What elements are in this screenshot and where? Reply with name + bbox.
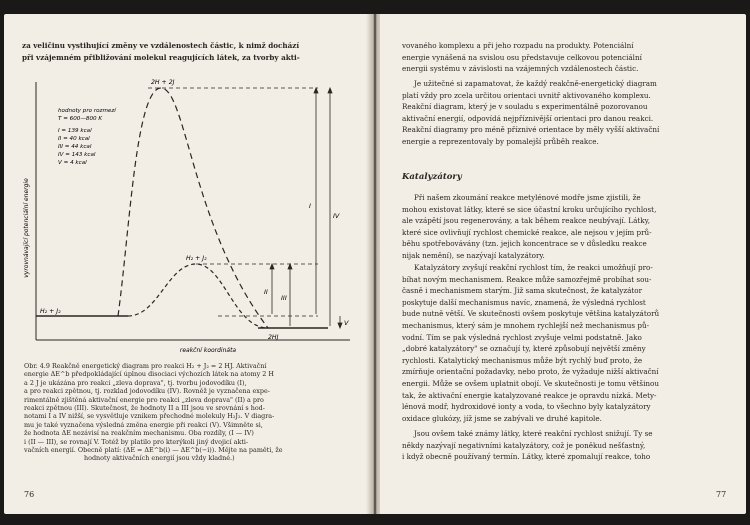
text-line: platí vždy pro zcela určitou orientaci uvnitř aktivovaného komplexu. bbox=[402, 90, 651, 100]
caption-line: a 2 J je ukázána pro reakci „zleva doprava", tj. tvorbu jodovodíku (I), bbox=[24, 378, 247, 387]
energy-arrows bbox=[270, 88, 342, 328]
arrowhead bbox=[288, 264, 292, 269]
text-line: při vzájemném přibližování molekul reagujících látek, za tvorby akti- bbox=[22, 52, 300, 62]
right-page bbox=[380, 14, 746, 514]
text-line: vodní. Tím se pak výsledná rychlost zvyšuje velmi podstatně. Jako bbox=[402, 332, 642, 342]
text-line: které sice ovlivňují rychlost chemické reakce, ale nejsou v jejím prů- bbox=[402, 227, 652, 237]
y-axis-label: vyrovnávající potenciální energie bbox=[23, 178, 30, 278]
text-line: nijak nemění), se nazývají katalyzátory. bbox=[402, 250, 545, 260]
caption-line: energie ΔE^b předpokládající úplnou disociaci výchozích látek na atomy 2 H bbox=[24, 370, 274, 379]
caption-line: notami I a IV nižší, se vysvětluje vznikem přechodné molekuly H₂J₂. V diagra- bbox=[24, 412, 275, 421]
text-line: časně i mechanismem starým. Již sama skutečnost, že katalyzátor bbox=[402, 286, 643, 296]
text-line: tak, že aktivační energie katalyzované reakce je opravdu nízká. Mety- bbox=[402, 390, 657, 400]
annotation-value: III = 44 kcal bbox=[58, 144, 92, 150]
arrow-label-III: III bbox=[281, 294, 287, 302]
arrow-label-V: V bbox=[344, 319, 349, 327]
label-reactants: H₂ + J₂ bbox=[40, 308, 61, 315]
caption-line: a pro reakci zpětnou, tj. rozklad jodovodíku (IV). Rovněž je vyznačena expe- bbox=[24, 387, 270, 396]
caption-line: mu je také vyznačena výsledná změna energie při reakci (V). Všimněte si, bbox=[24, 420, 263, 429]
label-intermediate: H₂ + J₂ bbox=[186, 255, 207, 262]
annotation-value: I = 139 kcal bbox=[58, 128, 92, 134]
text-line: energii systému v závislosti na vzájemných vzdálenostech částic. bbox=[402, 64, 639, 74]
text-line: Katalyzátory zvyšují reakční rychlost tím, že reakci umožňují pro- bbox=[414, 263, 653, 272]
annotation-header-1: hodnoty pro rozmezí bbox=[58, 108, 116, 114]
text-line: poskytuje další mechanismus navíc, znamená, že výsledná rychlost bbox=[402, 297, 646, 307]
text-line: energie a reprezentovaly by pomalejší průběh reakce. bbox=[402, 136, 599, 146]
page-number-left: 76 bbox=[24, 490, 35, 499]
arrowhead bbox=[270, 264, 274, 269]
caption-line: že hodnota ΔE nezávisí na reakčním mechanismu. Oba rozdíly, (I — IV) bbox=[24, 429, 254, 438]
text-line: lénová modř, hydroxidové ionty a voda, to všechno byly katalyzátory bbox=[402, 402, 651, 412]
arrow-label-II: II bbox=[264, 288, 268, 296]
text-line: energie vynášená na svislou osu představuje celkovou potenciální bbox=[402, 52, 642, 62]
caption-line: reakci zpětnou (III). Skutečnost, že hodnoty II a III jsou ve srovnání s hod- bbox=[24, 404, 265, 413]
text-line: Při našem zkoumání reakce metylénové modře jsme zjistili, že bbox=[414, 193, 641, 202]
figure-caption bbox=[24, 362, 354, 463]
label-products: 2HJ bbox=[268, 334, 279, 341]
right-para-1 bbox=[402, 40, 726, 75]
caption-line: i (II — III), se rovnají V. Totéž by platilo pro kterýkoli jiný dvojicí akti- bbox=[24, 437, 249, 446]
x-axis-label: reakční koordináta bbox=[179, 347, 237, 354]
arrow-label-I: I bbox=[309, 202, 311, 210]
text-line: Reakční diagram, který je v souladu s experimentálně pozorovanou bbox=[402, 102, 648, 112]
text-line: i když obecně používaný termín. Látky, které zpomalují reakce, toho bbox=[402, 452, 651, 462]
text-line: za veličinu vystihující změny ve vzdálenostech částic, k nimž dochází bbox=[22, 41, 300, 50]
left-top-text bbox=[22, 40, 352, 63]
right-para-4 bbox=[402, 262, 726, 424]
caption-line: rimentálně zjištěná aktivační energie pro reakci „zleva doprava" (II) a pro bbox=[24, 395, 264, 404]
text-line: někdy nazývají negativními katalyzátory, což je poněkud nešťastný, bbox=[402, 440, 646, 450]
annotation-header-2: T = 600—800 K bbox=[58, 116, 103, 122]
text-line: vovaného komplexu a při jeho rozpadu na produkty. Potenciální bbox=[402, 41, 634, 50]
label-atoms: 2H + 2J bbox=[151, 79, 175, 86]
text-line: zmírňuje orientační požadavky, nebo proto, že vyžaduje nižší aktivační bbox=[402, 367, 659, 377]
arrowhead bbox=[328, 88, 332, 93]
text-line: Reakční diagramy pro méně příznivé orientace by měly vyšší aktivační bbox=[402, 125, 660, 135]
annotation-value: II = 40 kcal bbox=[58, 136, 90, 142]
text-line: bude nutně větší. Ve skutečnosti ovšem poskytuje většina katalyzátorů bbox=[402, 309, 660, 319]
text-line: „dobré katalyzátory" se označují ty, které způsobují největší změny bbox=[402, 344, 646, 354]
text-line: běhu spotřebovávány (tzn. jejich koncentrace se v důsledku reakce bbox=[402, 239, 647, 249]
text-line: energii. Může se ovšem uplatnit obojí. Ve skutečnosti je tomu většinou bbox=[402, 378, 659, 388]
text-line: rychlosti. Katalytický mechanismus může být rychlý buď proto, že bbox=[402, 355, 643, 365]
text-line: Jsou ovšem také známy látky, které reakční rychlost snižují. Ty se bbox=[414, 429, 653, 438]
caption-line: hodnoty aktivačních energií jsou vždy kladné.) bbox=[84, 454, 235, 463]
text-line: aktivační energií, odpovídá nejpříznivější orientaci pro danou reakci. bbox=[402, 113, 654, 123]
annotation-value: IV = 143 kcal bbox=[58, 152, 96, 158]
right-para-5 bbox=[402, 428, 726, 463]
arrowhead bbox=[314, 88, 318, 93]
text-line: mechanismus, který sám je mnohem rychlejší než mechanismus pů- bbox=[402, 320, 650, 330]
arrowhead bbox=[338, 323, 342, 328]
caption-line: vačních energií. Obecně platí: (ΔE = ΔE^b(i) — ΔE^b(−i)). Mějte na paměti, že bbox=[24, 446, 283, 455]
section-heading: Katalyzátory bbox=[402, 172, 462, 182]
text-line: ale vzápětí jsou regenerovány, a tak během reakce neubývají. Látky, bbox=[402, 216, 650, 226]
caption-line: Obr. 4.9 Reakčně energetický diagram pro reakci H₂ + J₂ = 2 HJ. Aktivační bbox=[24, 362, 267, 370]
energy-diagram bbox=[18, 78, 358, 363]
annotation-value: V = 4 kcal bbox=[58, 160, 87, 166]
text-line: Je užitečné si zapamatovat, že každý reakčně-energetický diagram bbox=[414, 79, 657, 88]
right-para-3 bbox=[402, 192, 726, 262]
text-line: bíhat novým mechanismem. Reakce může samozřejmě probíhat sou- bbox=[402, 274, 652, 284]
left-page bbox=[4, 14, 370, 514]
text-line: oxidace glukózy, jíž jsme se zabývali ve druhé kapitole. bbox=[402, 413, 602, 423]
uncatalyzed-curve bbox=[118, 88, 268, 328]
arrow-label-IV: IV bbox=[333, 212, 340, 220]
page-number-right: 77 bbox=[716, 490, 727, 499]
right-para-2 bbox=[402, 78, 726, 148]
text-line: mohou existovat látky, které se sice účastní kroku určujícího rychlost, bbox=[402, 204, 657, 214]
